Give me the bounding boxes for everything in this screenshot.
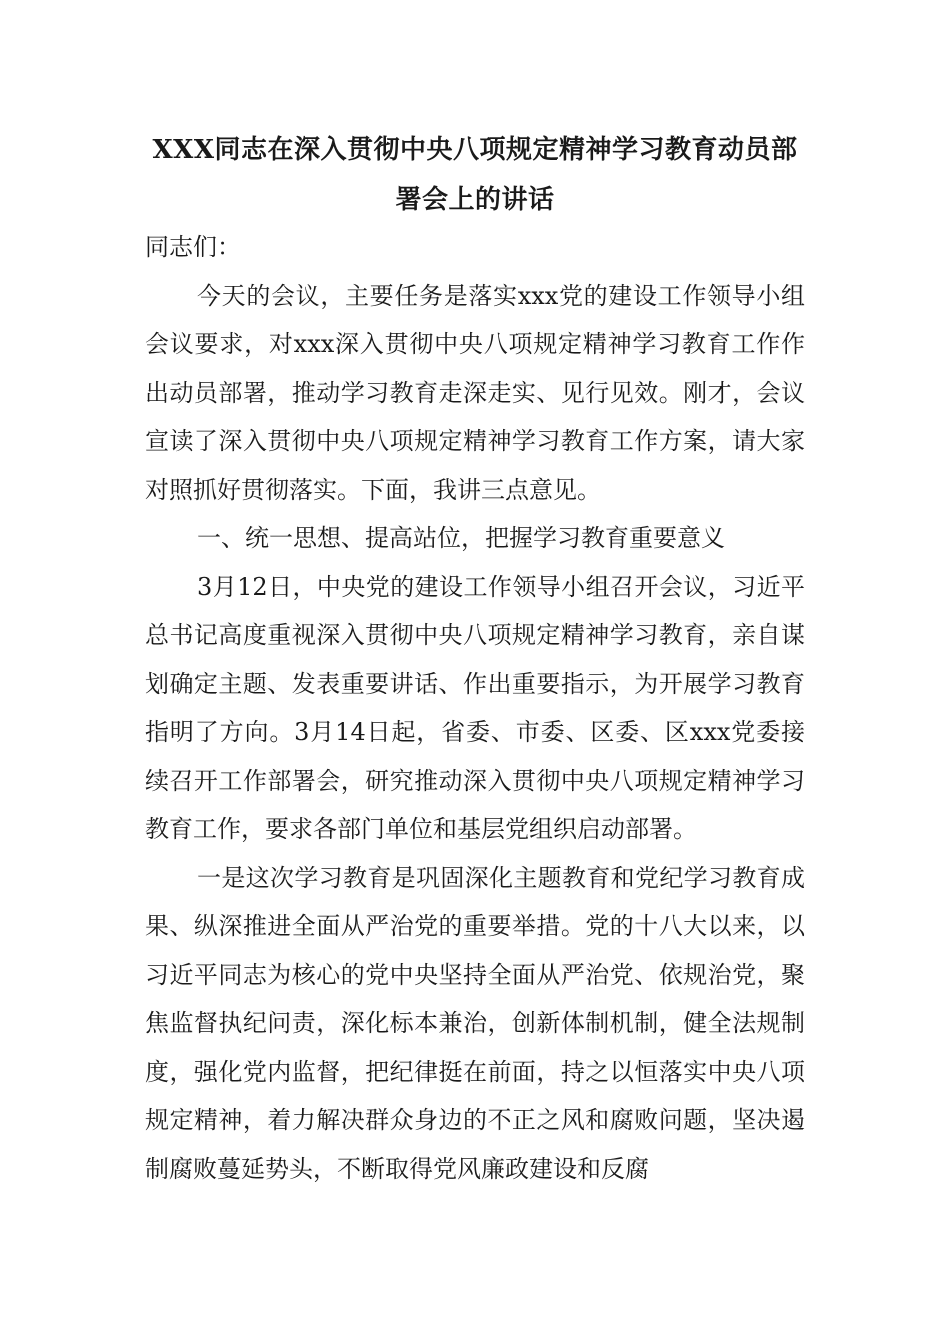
salutation: 同志们： xyxy=(145,233,241,261)
paragraph-background: 3月12日，中央党的建设工作领导小组召开会议，习近平总书记高度重视深入贯彻中央八项规定精神学习教育，亲自谋划确定主题、发表重要讲话、作出重要指示，为开展学习教育指明了方向。3月14日起，省委、市委、区委、区xxx党委接续召开工作部署会，研究推动深入贯彻中央八项规定精神学习教育工作，要求各部门单位和基层党组织启动部署。 xyxy=(145,572,805,843)
document-page xyxy=(145,125,805,1193)
paragraph-point-one: 一是这次学习教育是巩固深化主题教育和党纪学习教育成果、纵深推进全面从严治党的重要举措。党的十八大以来，以习近平同志为核心的党中央坚持全面从严治党、依规治党，聚焦监督执纪问责，深化标本兼治，创新体制机制，健全法规制度，强化党内监督，把纪律挺在前面，持之以恒落实中央八项规定精神，着力解决群众身边的不正之风和腐败问题，坚决遏制腐败蔓延势头，不断取得党风廉政建设和反腐 xyxy=(145,863,805,1183)
document-title: XXX同志在深入贯彻中央八项规定精神学习教育动员部署会上的讲话 xyxy=(152,135,798,215)
paragraph-intro: 今天的会议，主要任务是落实xxx党的建设工作领导小组会议要求，对xxx深入贯彻中央八项规定精神学习教育工作作出动员部署，推动学习教育走深走实、见行见效。刚才，会议宣读了深入贯彻中央八项规定精神学习教育工作方案，请大家对照抓好贯彻落实。下面，我讲三点意见。 xyxy=(145,281,805,504)
section-heading-1: 一、统一思想、提高站位，把握学习教育重要意义 xyxy=(197,524,725,552)
